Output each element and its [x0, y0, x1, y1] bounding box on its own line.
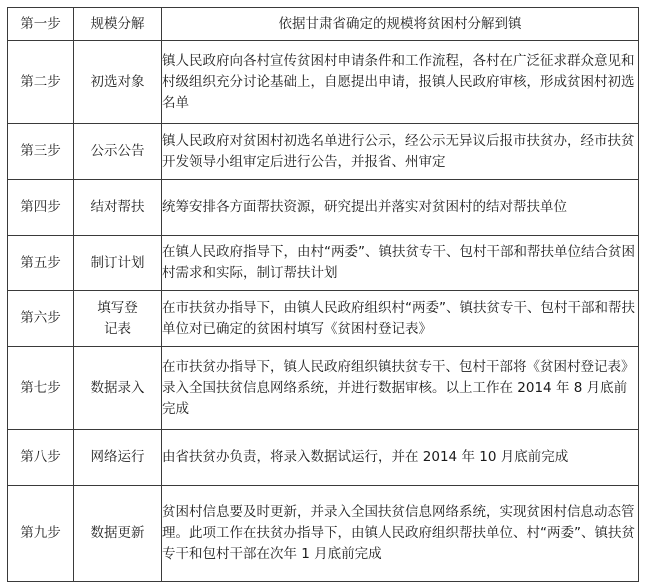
step-cell: 第八步: [8, 430, 74, 486]
description-cell: 依据甘肃省确定的规模将贫困村分解到镇: [162, 8, 639, 41]
stage-name-cell: 网络运行: [74, 430, 162, 486]
table-row: [8, 8, 639, 41]
table-row: [8, 124, 639, 180]
description-cell: 由省扶贫办负责，将录入数据试运行，并在 2014 年 10 月底前完成: [162, 430, 639, 486]
steps-table: [7, 7, 639, 582]
stage-name-cell: [74, 291, 162, 347]
description-cell: 在镇人民政府指导下，由村“两委”、镇扶贫专干、包村干部和帮扶单位结合贫困村需求和实际，制订帮扶计划: [162, 236, 639, 291]
step-cell: 第一步: [8, 8, 74, 41]
stage-name-cell: 公示公告: [74, 124, 162, 180]
stage-name-cell: 结对帮扶: [74, 180, 162, 236]
table-row: [8, 347, 639, 430]
stage-name-cell: 规模分解: [74, 8, 162, 41]
step-cell: 第七步: [8, 347, 74, 430]
table-row: [8, 430, 639, 486]
description-cell: 镇人民政府对贫困村初选名单进行公示，经公示无异议后报市扶贫办，经市扶贫开发领导小组审定后进行公告，并报省、州审定: [162, 124, 639, 180]
stage-name-text: 填写登记表: [97, 299, 138, 337]
step-cell: 第二步: [8, 41, 74, 124]
table-row: [8, 291, 639, 347]
step-cell: 第四步: [8, 180, 74, 236]
table-row: [8, 486, 639, 582]
step-cell: 第六步: [8, 291, 74, 347]
table-row: [8, 236, 639, 291]
table-row: [8, 41, 639, 124]
description-cell: 镇人民政府向各村宣传贫困村申请条件和工作流程，各村在广泛征求群众意见和村级组织充分讨论基础上，自愿提出申请，报镇人民政府审核，形成贫困村初选名单: [162, 41, 639, 124]
step-cell: 第九步: [8, 486, 74, 582]
description-cell: 在市扶贫办指导下，镇人民政府组织镇扶贫专干、包村干部将《贫困村登记表》录入全国扶贫信息网络系统，并进行数据审核。以上工作在 2014 年 8 月底前完成: [162, 347, 639, 430]
description-cell: 贫困村信息要及时更新，并录入全国扶贫信息网络系统，实现贫困村信息动态管理。此项工作在扶贫办指导下，由镇人民政府组织帮扶单位、村“两委”、镇扶贫专干和包村干部在次年 1 月底前完成: [162, 486, 639, 582]
description-cell: 统筹安排各方面帮扶资源，研究提出并落实对贫困村的结对帮扶单位: [162, 180, 639, 236]
step-cell: 第三步: [8, 124, 74, 180]
description-cell: 在市扶贫办指导下，由镇人民政府组织村“两委”、镇扶贫专干、包村干部和帮扶单位对已确定的贫困村填写《贫困村登记表》: [162, 291, 639, 347]
stage-name-cell: 初选对象: [74, 41, 162, 124]
table-row: [8, 180, 639, 236]
step-cell: 第五步: [8, 236, 74, 291]
stage-name-cell: 数据更新: [74, 486, 162, 582]
poverty-village-steps-document: [7, 7, 639, 582]
stage-name-cell: 数据录入: [74, 347, 162, 430]
stage-name-cell: 制订计划: [74, 236, 162, 291]
